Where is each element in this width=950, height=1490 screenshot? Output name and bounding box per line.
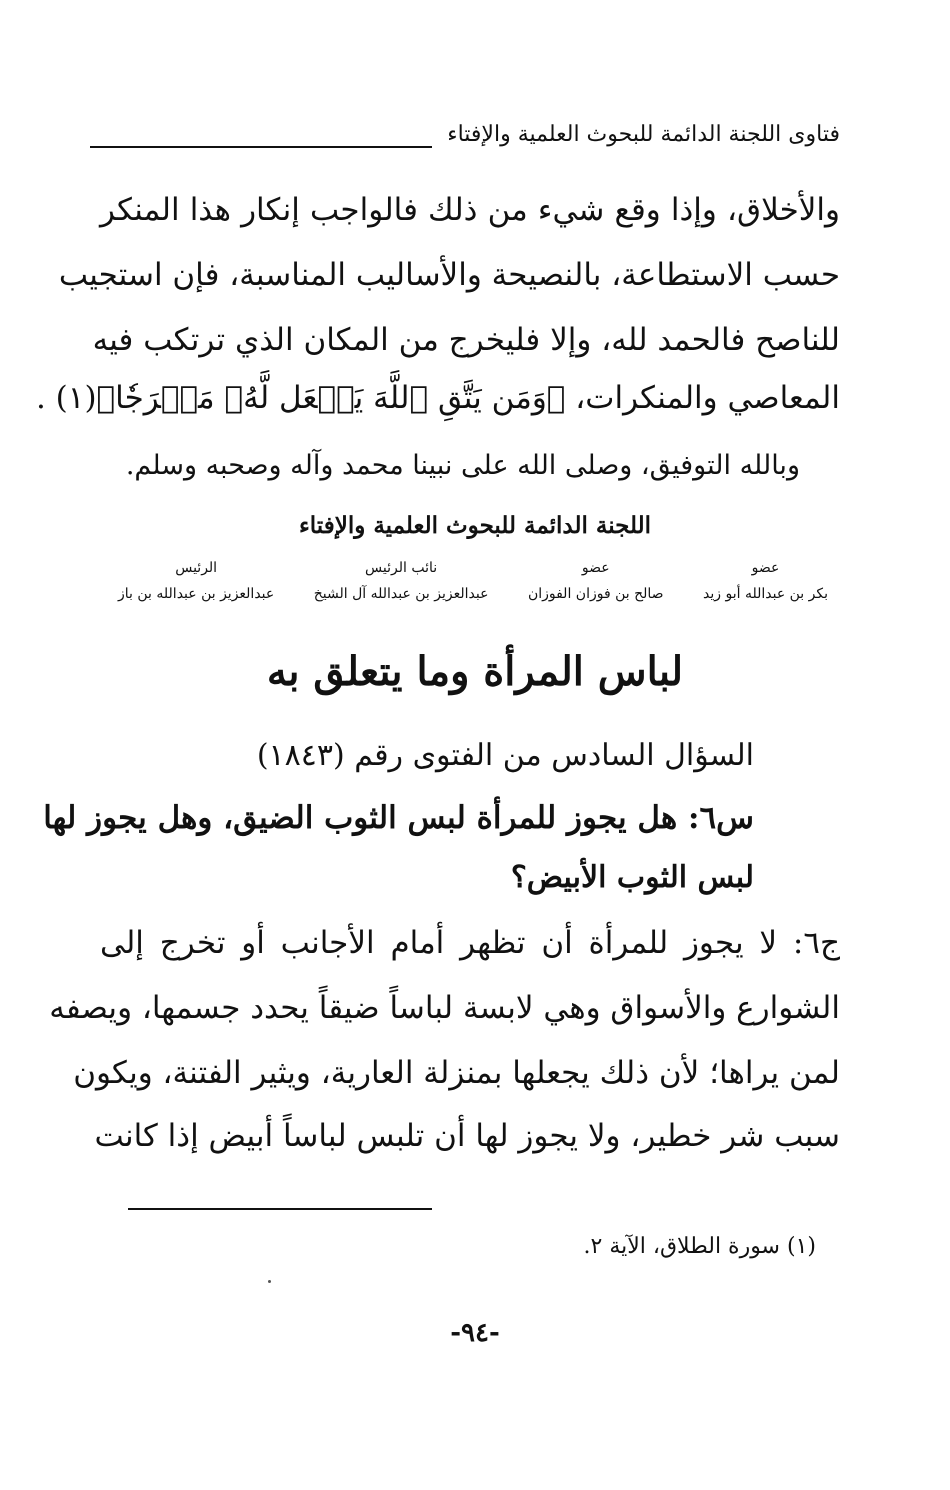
body-line-1: والأخلاق، وإذا وقع شيء من ذلك فالواجب إنكار هذا المنكر <box>100 192 840 228</box>
scan-speck <box>268 1280 271 1283</box>
answer-line-3: لمن يراها؛ لأن ذلك يجعلها بمنزلة العارية، ويثير الفتنة، ويكون <box>73 1055 840 1091</box>
signature-name: صالح بن فوزان الفوزان <box>527 586 664 602</box>
signature-member-3 <box>314 560 489 620</box>
committee-name: اللجنة الدائمة للبحوث العلمية والإفتاء <box>298 512 652 539</box>
page-number: -٩٤- <box>450 1318 500 1348</box>
signature-role: عضو <box>581 560 610 576</box>
header-rule <box>90 146 432 148</box>
closing-line: وبالله التوفيق، وصلى الله على نبينا محمد وآله وصحبه وسلم. <box>125 450 800 481</box>
signature-role: الرئيس <box>175 560 218 576</box>
signatures <box>118 560 828 620</box>
answer-line-2: الشوارع والأسواق وهي لابسة لباساً ضيقاً يحدد جسمها، ويصفه <box>49 990 840 1026</box>
running-header <box>90 122 840 162</box>
answer-line-1: ج٦: لا يجوز للمرأة أن تظهر أمام الأجانب أو تخرج إلى <box>100 925 840 961</box>
signature-role: نائب الرئيس <box>365 560 438 576</box>
question-line-1: س٦: هل يجوز للمرأة لبس الثوب الضيق، وهل يجوز لها <box>43 800 754 836</box>
section-title: لباس المرأة وما يتعلق به <box>266 648 684 695</box>
footnote-rule <box>128 1208 432 1210</box>
signature-name: عبدالعزيز بن عبدالله بن باز <box>118 586 275 602</box>
answer-line-4: سبب شر خطير، ولا يجوز لها أن تلبس لباساً أبيض إذا كانت <box>94 1118 840 1154</box>
signature-member-2 <box>528 560 664 620</box>
question-number: السؤال السادس من الفتوى رقم (١٨٤٣) <box>256 738 754 773</box>
body-line-2: حسب الاستطاعة، بالنصيحة والأساليب المناسبة، فإن استجيب <box>58 257 840 293</box>
question-line-2: لبس الثوب الأبيض؟ <box>510 860 754 895</box>
header-title: فتاوى اللجنة الدائمة للبحوث العلمية والإفتاء <box>447 122 840 147</box>
body-line-3: للناصح فالحمد لله، وإلا فليخرج من المكان الذي ترتكب فيه <box>92 322 840 358</box>
signature-member-1 <box>703 560 828 620</box>
footnote: (١) سورة الطلاق، الآية ٢. <box>583 1234 816 1259</box>
signature-role: عضو <box>751 560 780 576</box>
body-line-4: المعاصي والمنكرات، ﴿وَمَن يَتَّقِ ٱللَّهَ يَجۡعَل لَّهُۥ مَخۡرَجٗا﴾(١) . <box>35 380 840 416</box>
signature-member-4 <box>118 560 274 620</box>
signature-name: عبدالعزيز بن عبدالله آل الشيخ <box>313 586 489 602</box>
signature-name: بكر بن عبدالله أبو زيد <box>703 586 828 602</box>
